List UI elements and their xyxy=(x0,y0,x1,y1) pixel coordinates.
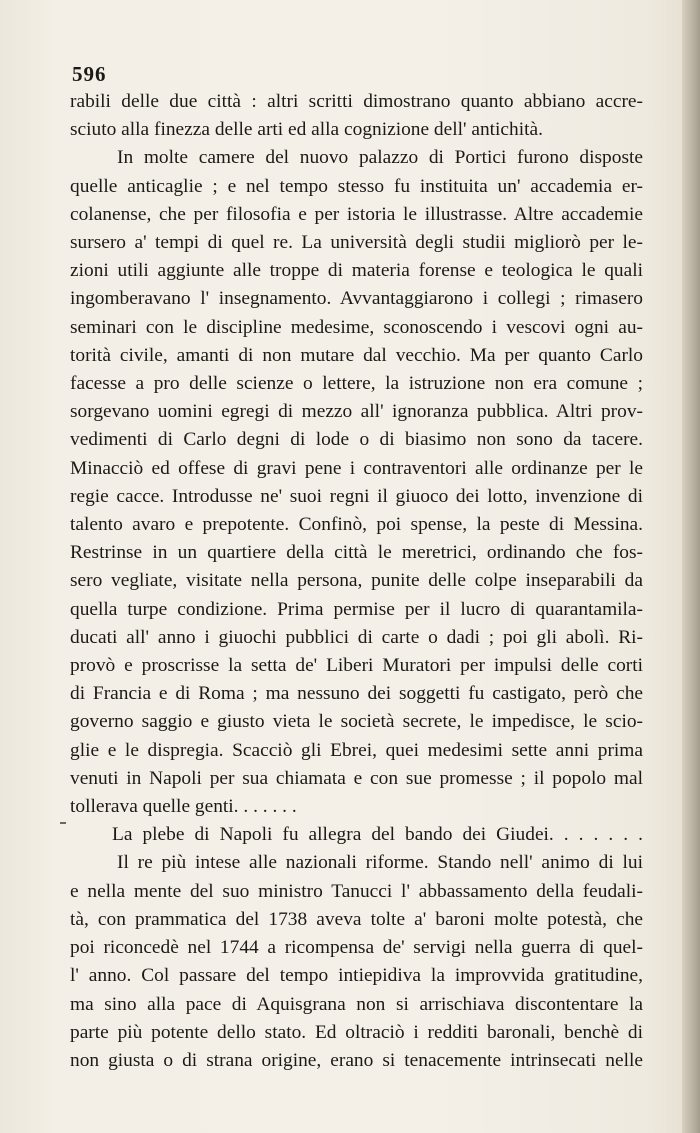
page-number: 596 xyxy=(72,62,107,86)
body-text xyxy=(70,88,643,1075)
text-line: ma sino alla pace di Aquisgrana non si arrischiava discontentare la xyxy=(70,993,643,1015)
text-line: tollerava quelle genti. . . . . . . xyxy=(70,796,297,818)
text-line: La plebe di Napoli fu allegra del bando dei Giudei. . . . . . . xyxy=(112,824,643,846)
text-line: rabili delle due città : altri scritti dimostrano quanto abbiano accre- xyxy=(70,91,643,112)
text-line: ducati all' anno i giuochi pubblici di carte o dadi ; poi gli abolì. Ri- xyxy=(70,626,643,648)
text-line: provò e proscrisse la setta de' Liberi Muratori per impulsi delle corti xyxy=(70,655,643,677)
text-line: tà, con prammatica del 1738 aveva tolte a' baroni molte potestà, che xyxy=(70,908,643,930)
text-line: glie e le dispregia. Scacciò gli Ebrei, quei medesimi sette anni prima xyxy=(70,739,643,761)
text-line: sero vegliate, visitate nella persona, punite delle colpe inseparabili da xyxy=(70,570,643,592)
text-line: zioni utili aggiunte alle troppe di materia forense e teologica le quali xyxy=(70,260,643,282)
text-line: poi riconcedè nel 1744 a ricompensa de' servigi nella guerra di quel- xyxy=(70,937,643,959)
text-line: colanense, che per filosofia e per istoria le illustrasse. Altre accademie xyxy=(70,203,643,225)
text-line: parte più potente dello stato. Ed oltraciò i redditi baronali, benchè di xyxy=(70,1021,643,1043)
text-line: torità civile, amanti di non mutare dal vecchio. Ma per quanto Carlo xyxy=(70,344,643,366)
text-line: seminari con le discipline medesime, sconoscendo i vescovi ogni au- xyxy=(70,316,643,338)
text-line: governo saggio e giusto vieta le società secrete, le impedisce, le scio- xyxy=(70,711,643,733)
text-line: ingomberavano l' insegnamento. Avvantaggiarono i collegi ; rimasero xyxy=(70,288,643,310)
text-line: quella turpe condizione. Prima permise per il lucro di quarantamila- xyxy=(70,598,643,620)
text-line: sursero a' tempi di quel re. La università degli studii migliorò per le- xyxy=(70,232,643,254)
text-line: quelle anticaglie ; e nel tempo stesso fu instituita un' accademia er- xyxy=(70,175,643,197)
text-line: di Francia e di Roma ; ma nessuno dei soggetti fu castigato, però che xyxy=(70,683,643,705)
text-line: facesse a pro delle scienze o lettere, la istruzione non era comune ; xyxy=(70,373,643,395)
book-spine-edge xyxy=(682,0,700,1133)
text-line: regie cacce. Introdusse ne' suoi regni il giuoco dei lotto, invenzione di xyxy=(70,485,643,507)
margin-mark xyxy=(60,822,66,824)
text-line: In molte camere del nuovo palazzo di Portici furono disposte xyxy=(117,147,643,169)
text-line: e nella mente del suo ministro Tanucci l' abbassamento della feudali- xyxy=(70,880,643,902)
text-line: non giusta o di strana origine, erano si tenacemente intrinsecati nelle xyxy=(70,1049,643,1071)
text-line: sorgevano uomini egregi di mezzo all' ignoranza pubblica. Altri prov- xyxy=(70,401,643,423)
text-line: sciuto alla finezza delle arti ed alla cognizione dell' antichità. xyxy=(70,119,543,141)
text-line: venuti in Napoli per sua chiamata e con sue promesse ; il popolo mal xyxy=(70,767,643,789)
text-line: Minacciò ed offese di gravi pene i contraventori alle ordinanze per le xyxy=(70,457,643,479)
text-line: l' anno. Col passare del tempo intiepidiva la improvvida gratitudine, xyxy=(70,965,643,987)
text-line: talento avaro e prepotente. Confinò, poi spense, la peste di Messina. xyxy=(70,514,643,536)
text-line: vedimenti di Carlo degni di lode o di biasimo non sono da tacere. xyxy=(70,429,643,451)
text-line: Restrinse in un quartiere della città le meretrici, ordinando che fos- xyxy=(70,542,643,564)
text-line: Il re più intese alle nazionali riforme. Stando nell' animo di lui xyxy=(117,852,643,874)
